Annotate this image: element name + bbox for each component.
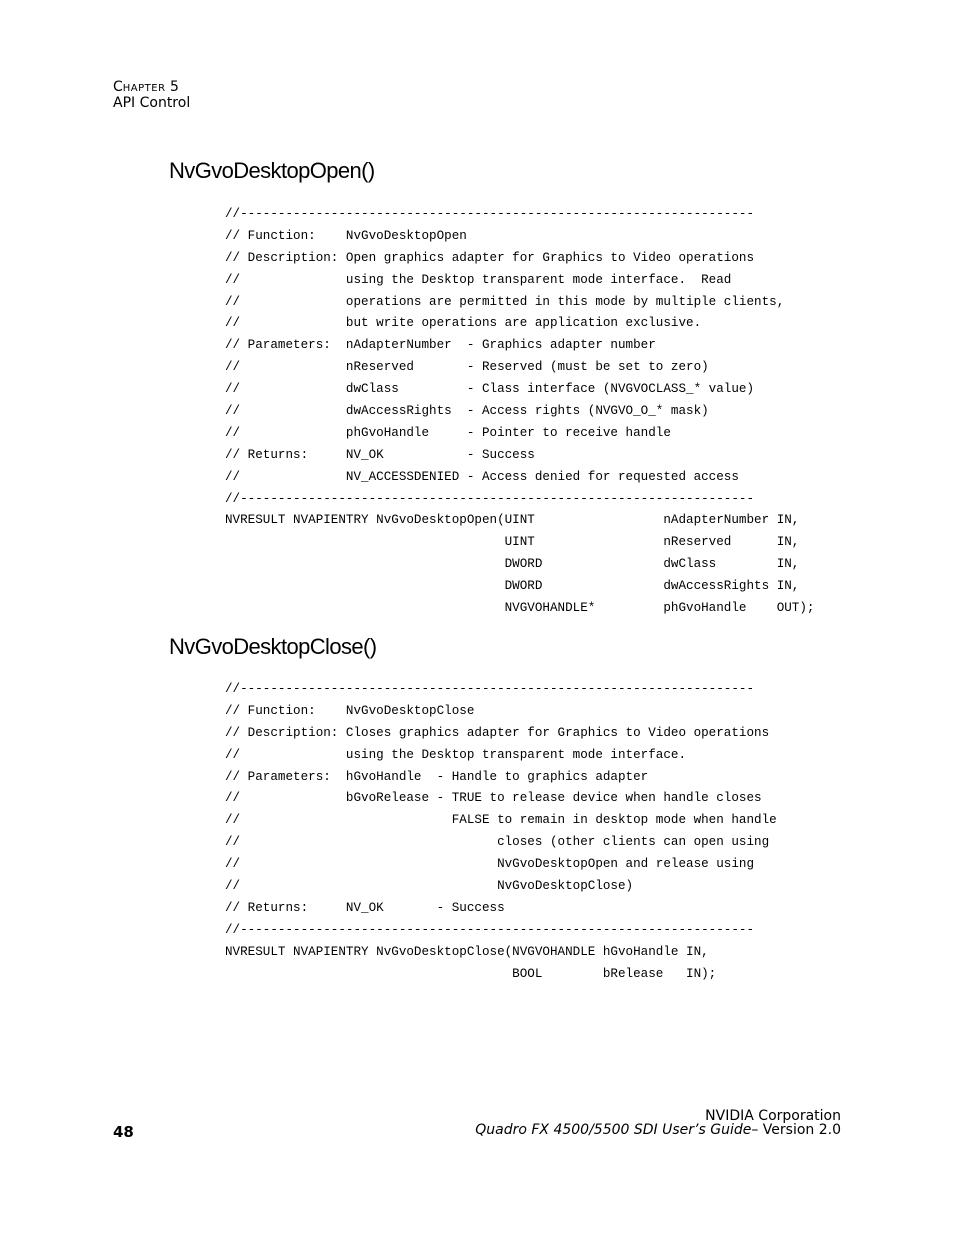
code-block-desktop-close	[225, 679, 777, 985]
code-line: // Parameters: nAdapterNumber - Graphics adapter number	[225, 338, 656, 353]
code-line: // Parameters: hGvoHandle - Handle to graphics adapter	[225, 769, 649, 784]
code-line: NVRESULT NVAPIENTRY NvGvoDesktopClose(NVGVOHANDLE hGvoHandle IN,	[225, 944, 709, 959]
code-line: // nReserved - Reserved (must be set to zero)	[225, 360, 709, 375]
footer-version: – Version 2.0	[751, 1122, 841, 1138]
code-line: NVRESULT NVAPIENTRY NvGvoDesktopOpen(UINT nAdapterNumber IN,	[225, 513, 800, 528]
code-line: // operations are permitted in this mode by multiple clients,	[225, 294, 785, 309]
code-line: // dwAccessRights - Access rights (NVGVO_O_* mask)	[225, 404, 709, 419]
chapter-label: CHAPTER 5	[113, 79, 179, 95]
footer-guide-title: Quadro FX 4500/5500 SDI User’s Guide	[475, 1122, 752, 1138]
code-line: // using the Desktop transparent mode interface.	[225, 747, 687, 762]
code-line: // closes (other clients can open using	[225, 835, 770, 850]
code-line: DWORD dwClass IN,	[225, 557, 800, 572]
function-title-desktop-close: NvGvoDesktopClose()	[169, 634, 377, 659]
code-line: // bGvoRelease - TRUE to release device when handle closes	[225, 791, 762, 806]
code-line: //--------------------------------------------------------------------	[225, 922, 755, 937]
code-line: // Function: NvGvoDesktopClose	[225, 703, 475, 718]
code-line: //--------------------------------------------------------------------	[225, 682, 755, 696]
page-footer	[475, 1109, 841, 1137]
footer-guide	[475, 1123, 841, 1137]
code-line: UINT nReserved IN,	[225, 535, 800, 550]
chapter-section-title: API Control	[113, 95, 191, 111]
code-line: // Returns: NV_OK - Success	[225, 900, 505, 915]
code-line: NVGVOHANDLE* phGvoHandle OUT);	[225, 601, 815, 616]
footer-company: NVIDIA Corporation	[705, 1108, 841, 1124]
code-line: // Description: Closes graphics adapter for Graphics to Video operations	[225, 725, 770, 740]
code-line: DWORD dwAccessRights IN,	[225, 579, 800, 594]
code-line: // Returns: NV_OK - Success	[225, 447, 535, 462]
function-title-desktop-open: NvGvoDesktopOpen()	[169, 158, 375, 183]
code-line: // NvGvoDesktopOpen and release using	[225, 857, 755, 872]
code-line: // dwClass - Class interface (NVGVOCLASS_* value)	[225, 382, 755, 397]
code-line: // Description: Open graphics adapter for Graphics to Video operations	[225, 250, 755, 265]
chapter-header	[113, 80, 190, 111]
code-line: //--------------------------------------------------------------------	[225, 207, 755, 221]
code-line: BOOL bRelease IN);	[225, 966, 717, 981]
code-line: // NvGvoDesktopClose)	[225, 879, 634, 894]
code-line: // Function: NvGvoDesktopOpen	[225, 228, 467, 243]
code-block-desktop-open	[225, 204, 814, 620]
code-line: // using the Desktop transparent mode interface. Read	[225, 272, 732, 287]
page-number: 48	[113, 1123, 134, 1141]
code-line: // NV_ACCESSDENIED - Access denied for requested access	[225, 469, 739, 484]
code-line: // phGvoHandle - Pointer to receive handle	[225, 425, 671, 440]
code-line: // FALSE to remain in desktop mode when handle	[225, 813, 777, 828]
code-line: // but write operations are application exclusive.	[225, 316, 702, 331]
code-line: //--------------------------------------------------------------------	[225, 491, 755, 506]
